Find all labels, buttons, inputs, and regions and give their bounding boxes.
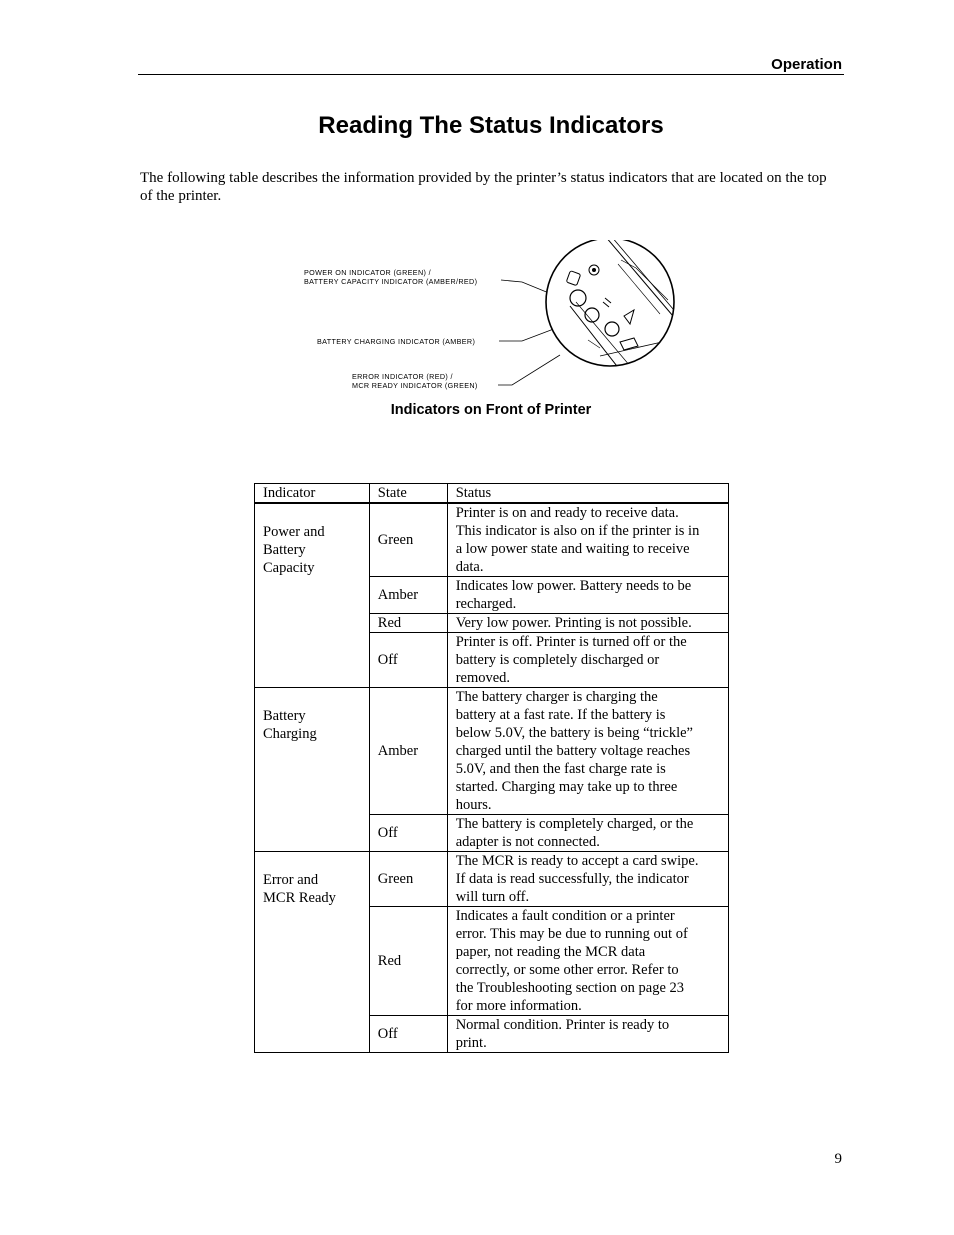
page-title: Reading The Status Indicators	[318, 112, 664, 139]
status-cell: The MCR is ready to accept a card swipe. If data is read successfully, the indicator will turn off.	[447, 852, 728, 907]
status-cell: The battery charger is charging the battery at a fast rate. If the battery is below 5.0V, the battery is being “trickle” charged until the battery voltage reaches 5.0V, and then the fast charge rate is started. Charging may take up to three hours.	[447, 688, 728, 815]
state-cell: Off	[369, 815, 447, 852]
callout-charging-label: BATTERY CHARGING INDICATOR (AMBER)	[317, 337, 476, 346]
figure-caption: Indicators on Front of Printer	[390, 402, 592, 418]
status-cell: Indicates a fault condition or a printer error. This may be due to running out of paper, not reading the MCR data correctly, or some other error. Refer to the Troubleshooting section on page 23 for more information.	[447, 907, 728, 1016]
state-cell: Amber	[369, 577, 447, 614]
callout-power-line-2: BATTERY CAPACITY INDICATOR (AMBER/RED)	[304, 277, 478, 286]
status-cell: Printer is on and ready to receive data. This indicator is also on if the printer is in a low power state and waiting to receive data.	[447, 503, 728, 577]
callout-error-line-1: ERROR INDICATOR (RED) /	[352, 372, 453, 381]
state-cell: Off	[369, 1016, 447, 1053]
table-row	[255, 852, 729, 907]
state-cell: Red	[369, 907, 447, 1016]
indicator-cell-power: Power and Battery Capacity	[255, 503, 370, 688]
leader-line-error	[498, 355, 560, 385]
printer-indicator-diagram	[300, 240, 680, 392]
running-header-section: Operation	[771, 56, 842, 73]
status-cell: Indicates low power. Battery needs to be recharged.	[447, 577, 728, 614]
state-cell: Red	[369, 614, 447, 633]
indicator-figure	[300, 240, 680, 392]
table-row	[255, 503, 729, 577]
header-rule	[138, 74, 844, 75]
status-cell: Printer is off. Printer is turned off or the battery is completely discharged or removed.	[447, 633, 728, 688]
status-cell: Normal condition. Printer is ready to print.	[447, 1016, 728, 1053]
status-cell: The battery is completely charged, or the adapter is not connected.	[447, 815, 728, 852]
state-cell: Amber	[369, 688, 447, 815]
intro-paragraph: The following table describes the information provided by the printer’s status indicators that are located on the top of the printer.	[140, 170, 827, 204]
column-header-status: Status	[447, 484, 728, 504]
table-row	[255, 688, 729, 815]
column-header-indicator: Indicator	[255, 484, 370, 504]
indicator-cell-error: Error and MCR Ready	[255, 852, 370, 1053]
table-header-row	[255, 484, 729, 504]
page-number: 9	[834, 1151, 842, 1167]
callout-power-line-1: POWER ON INDICATOR (GREEN) /	[304, 268, 431, 277]
state-cell: Off	[369, 633, 447, 688]
column-header-state: State	[369, 484, 447, 504]
status-cell: Very low power. Printing is not possible.	[447, 614, 728, 633]
status-indicator-table	[254, 483, 729, 1053]
state-cell: Green	[369, 852, 447, 907]
indicator-cell-charging: Battery Charging	[255, 688, 370, 852]
callout-error-line-2: MCR READY INDICATOR (GREEN)	[352, 381, 478, 390]
state-cell: Green	[369, 503, 447, 577]
